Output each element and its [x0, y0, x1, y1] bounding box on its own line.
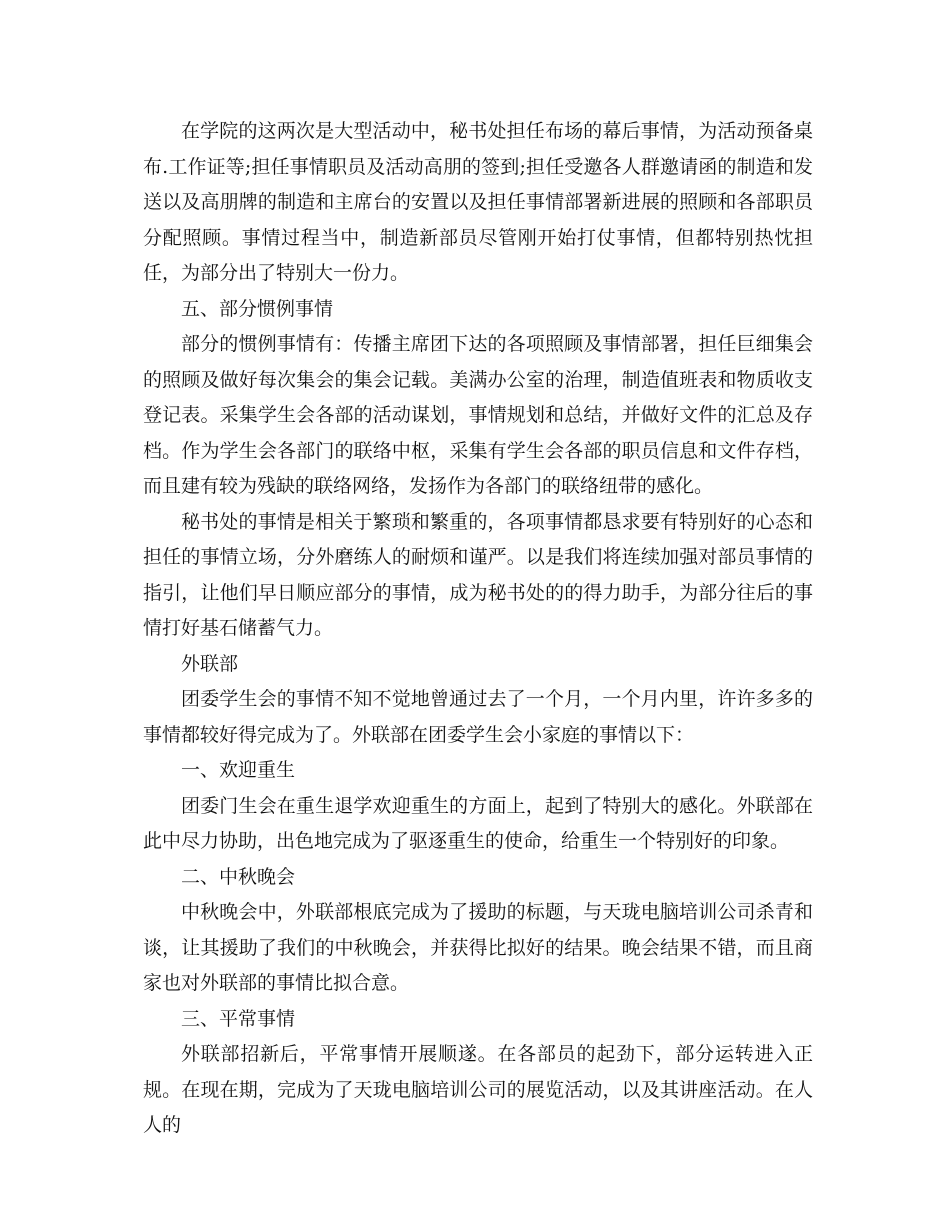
paragraph-activities: 在学院的这两次是大型活动中，秘书处担任布场的幕后事情，为活动预备桌布.工作证等;担任事情职员及活动高朋的签到;担任受邀各人群邀请函的制造和发送以及高朋牌的制造和主席台的安置以及担任事情部署新进展的照顾和各部职员分配照顾。事情过程当中，制造新部员尽管刚开始打仗事情，但都特别热忱担任，为部分出了特别大一份力。: [143, 120, 813, 284]
paragraph-routine-work: 部分的惯例事情有：传播主席团下达的各项照顾及事情部署，担任巨细集会的照顾及做好每次集会的集会记载。美满办公室的治理，制造值班表和物质收支登记表。采集学生会各部的活动谋划，事情规划和总结，并做好文件的汇总及存档。作为学生会各部门的联络中枢，采集有学生会各部的职员信息和文件存档，而且建有较为残缺的联络网络，发扬作为各部门的联络纽带的感化。: [143, 333, 813, 497]
heading-daily-work: 三、平常事情: [181, 1007, 296, 1030]
paragraph-secretariat-summary: 秘书处的事情是相关于繁琐和繁重的，各项事情都恳求要有特别好的心态和担任的事情立场，分外磨练人的耐烦和谨严。以是我们将连续加强对部员事情的指引，让他们早日顺应部分的事情，成为秘书处的的得力助手，为部分往后的事情打好基石储蓄气力。: [143, 510, 813, 639]
paragraph-external-intro: 团委学生会的事情不知不觉地曾通过去了一个月，一个月内里，许许多多的事情都较好得完成为了。外联部在团委学生会小家庭的事情以下：: [143, 688, 813, 746]
heading-mid-autumn-gala: 二、中秋晚会: [181, 865, 296, 888]
heading-external-relations: 外联部: [181, 652, 239, 675]
heading-routine-work: 五、部分惯例事情: [181, 297, 334, 320]
paragraph-daily-work: 外联部招新后，平常事情开展顺遂。在各部员的起劲下，部分运转进入正规。在现在期，完成为了天珑电脑培训公司的展览活动，以及其讲座活动。在人人的: [143, 1043, 813, 1136]
paragraph-welcome-freshmen: 团委门生会在重生退学欢迎重生的方面上，起到了特别大的感化。外联部在此中尽力协助，出色地完成为了驱逐重生的使命，给重生一个特别好的印象。: [143, 794, 813, 852]
document-body: [143, 114, 813, 1144]
heading-welcome-freshmen: 一、欢迎重生: [181, 759, 296, 781]
paragraph-mid-autumn-gala: 中秋晚会中，外联部根底完成为了援助的标题，与天珑电脑培训公司杀青和谈，让其援助了我们的中秋晚会，并获得比拟好的结果。晚会结果不错，而且商家也对外联部的事情比拟合意。: [143, 901, 813, 994]
